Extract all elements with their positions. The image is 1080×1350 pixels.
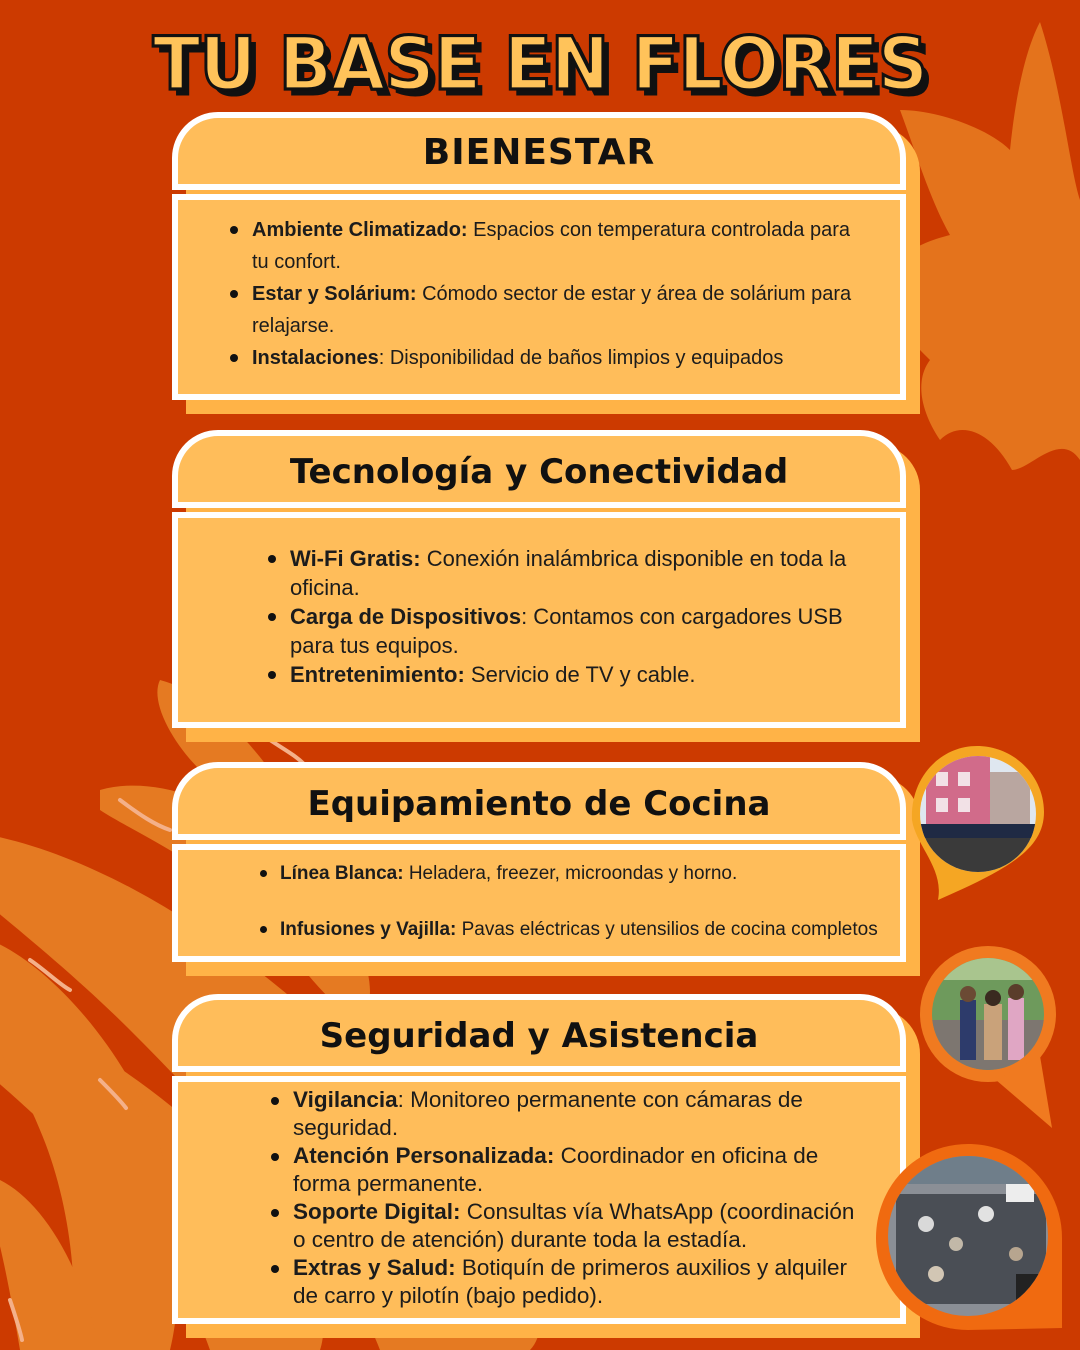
item-label: Ambiente Climatizado: bbox=[252, 219, 468, 241]
street-photo-pin-1 bbox=[906, 742, 1048, 904]
list-item bbox=[290, 660, 872, 689]
card-body bbox=[172, 844, 906, 962]
card-heading: BIENESTAR bbox=[172, 112, 906, 190]
list-item bbox=[293, 1198, 872, 1254]
card-cocina bbox=[172, 762, 906, 962]
item-text: Servicio de TV y cable. bbox=[464, 662, 696, 687]
card-heading: Equipamiento de Cocina bbox=[172, 762, 906, 840]
card-body bbox=[172, 194, 906, 400]
item-text: Coordinador en oficina de forma permanente. bbox=[293, 1143, 819, 1196]
list-item bbox=[252, 214, 860, 278]
street-photo-pin-2 bbox=[920, 940, 1056, 1132]
card-tecnologia bbox=[172, 430, 906, 728]
feature-list bbox=[293, 1086, 872, 1310]
card-bienestar bbox=[172, 112, 906, 400]
item-label: Infusiones y Vajilla: bbox=[280, 919, 457, 940]
card-seguridad bbox=[172, 994, 906, 1324]
item-text: Cómodo sector de estar y área de solárium para relajarse. bbox=[252, 283, 852, 337]
item-text: : Disponibilidad de baños limpios y equipados bbox=[378, 347, 784, 369]
item-text: : Monitoreo permanente con cámaras de seguridad. bbox=[293, 1087, 803, 1140]
item-text: : Contamos con cargadores USB para tus equipos. bbox=[290, 604, 843, 658]
card-body bbox=[172, 512, 906, 728]
item-text: Heladera, freezer, microondas y horno. bbox=[403, 863, 738, 884]
list-item bbox=[293, 1254, 872, 1310]
item-label: Atención Personalizada: bbox=[293, 1143, 555, 1168]
list-item bbox=[293, 1142, 872, 1198]
list-item bbox=[252, 278, 860, 342]
feature-list bbox=[290, 544, 872, 689]
card-body bbox=[172, 1076, 906, 1324]
item-label: Soporte Digital: bbox=[293, 1199, 461, 1224]
card-heading: Tecnología y Conectividad bbox=[172, 430, 906, 508]
map-pin-photo-icon bbox=[876, 1144, 1066, 1334]
item-text: Pavas eléctricas y utensilios de cocina completos bbox=[456, 919, 878, 940]
item-label: Extras y Salud: bbox=[293, 1255, 456, 1280]
card-heading: Seguridad y Asistencia bbox=[172, 994, 906, 1072]
list-item bbox=[290, 544, 872, 602]
item-text: Espacios con temperatura controlada para tu confort. bbox=[252, 219, 851, 273]
list-item bbox=[280, 916, 880, 944]
map-pin-photo-icon bbox=[920, 940, 1056, 1128]
item-label: Wi-Fi Gratis: bbox=[290, 546, 421, 571]
list-item bbox=[280, 860, 880, 888]
item-label: Carga de Dispositivos bbox=[290, 604, 522, 629]
item-label: Línea Blanca: bbox=[280, 863, 404, 884]
item-text: Conexión inalámbrica disponible en toda la oficina. bbox=[290, 546, 847, 600]
item-text: Consultas vía WhatsApp (coordinación o centro de atención) durante toda la estadía. bbox=[293, 1199, 855, 1252]
feature-list bbox=[280, 860, 880, 944]
list-item bbox=[290, 602, 872, 660]
list-item bbox=[252, 342, 860, 374]
street-photo-pin-3 bbox=[876, 1144, 1066, 1334]
list-item bbox=[293, 1086, 872, 1142]
page-title: TU BASE EN FLORES bbox=[152, 20, 928, 108]
item-label: Estar y Solárium: bbox=[252, 283, 417, 305]
item-text: Botiquín de primeros auxilios y alquiler de carro y pilotín (bajo pedido). bbox=[293, 1255, 848, 1308]
item-label: Vigilancia bbox=[293, 1087, 398, 1112]
item-label: Entretenimiento: bbox=[290, 662, 465, 687]
map-pin-photo-icon bbox=[906, 742, 1048, 900]
feature-list bbox=[252, 214, 860, 374]
item-label: Instalaciones bbox=[252, 347, 379, 369]
